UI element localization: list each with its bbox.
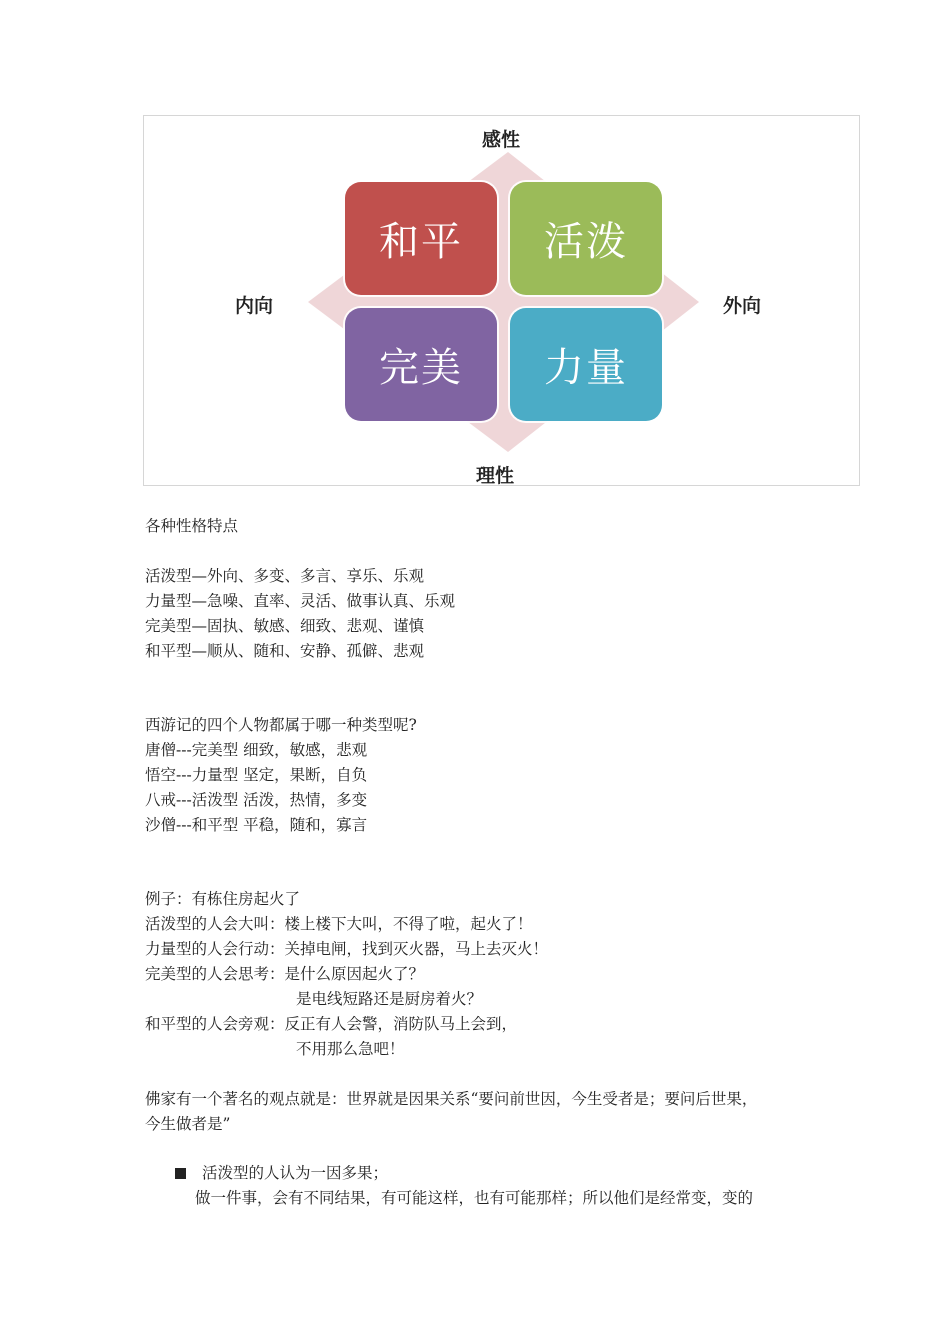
xiyouji-item: 沙僧---和平型 平稳，随和，寡言 [145,816,368,834]
xiyouji-question: 西游记的四个人物都属于哪一种类型呢? [145,716,417,734]
xiyouji-item: 唐僧---完美型 细致，敏感，悲观 [145,741,368,759]
xiyouji-item: 八戒---活泼型 活泼，热情，多变 [145,791,368,809]
buddhist-paragraph-line2: 今生做者是” [145,1115,231,1133]
top-axis-label: 感性 [482,129,521,151]
square-bullet-icon [175,1168,186,1179]
section-heading: 各种性格特点 [145,517,239,535]
personality-quadrant-diagram [143,115,860,486]
bullet-continuation: 做一件事，会有不同结果，有可能这样，也有可能那样；所以他们是经常变，变的 [195,1189,754,1207]
example-line: 活泼型的人会大叫：楼上楼下大叫，不得了啦，起火了！ [145,915,533,933]
buddhist-paragraph-line1: 佛家有一个著名的观点就是：世界就是因果关系“要问前世因，今生受者是；要问后世果， [145,1090,758,1108]
bottom-axis-label: 理性 [476,465,515,487]
example-line: 完美型的人会思考：是什么原因起火了？ [145,965,425,983]
bullet-item [175,1161,388,1186]
xiyouji-item: 悟空---力量型 坚定，果断，自负 [145,766,368,784]
example-line: 和平型的人会旁观：反正有人会警，消防队马上会到， [145,1015,518,1033]
quadrant-perfect: 完美 [345,308,497,421]
left-axis-label: 内向 [235,295,274,317]
quadrant-peaceful: 和平 [345,182,497,295]
quadrant-lively: 活泼 [510,182,662,295]
example-line: 是电线短路还是厨房着火？ [296,990,483,1008]
trait-line: 完美型—固执、敏感、细致、悲观、谨慎 [145,617,425,635]
example-line: 力量型的人会行动：关掉电闸，找到灭火器，马上去灭火！ [145,940,549,958]
quadrant-powerful: 力量 [510,308,662,421]
trait-line: 力量型—急噪、直率、灵活、做事认真、乐观 [145,592,456,610]
bullet-text: 活泼型的人认为一因多果； [202,1164,389,1182]
trait-line: 活泼型—外向、多变、多言、享乐、乐观 [145,567,425,585]
example-line: 不用那么急吧！ [296,1040,405,1058]
example-title: 例子：有栋住房起火了 [145,890,301,908]
trait-line: 和平型—顺从、随和、安静、孤僻、悲观 [145,642,425,660]
right-axis-label: 外向 [723,295,762,317]
